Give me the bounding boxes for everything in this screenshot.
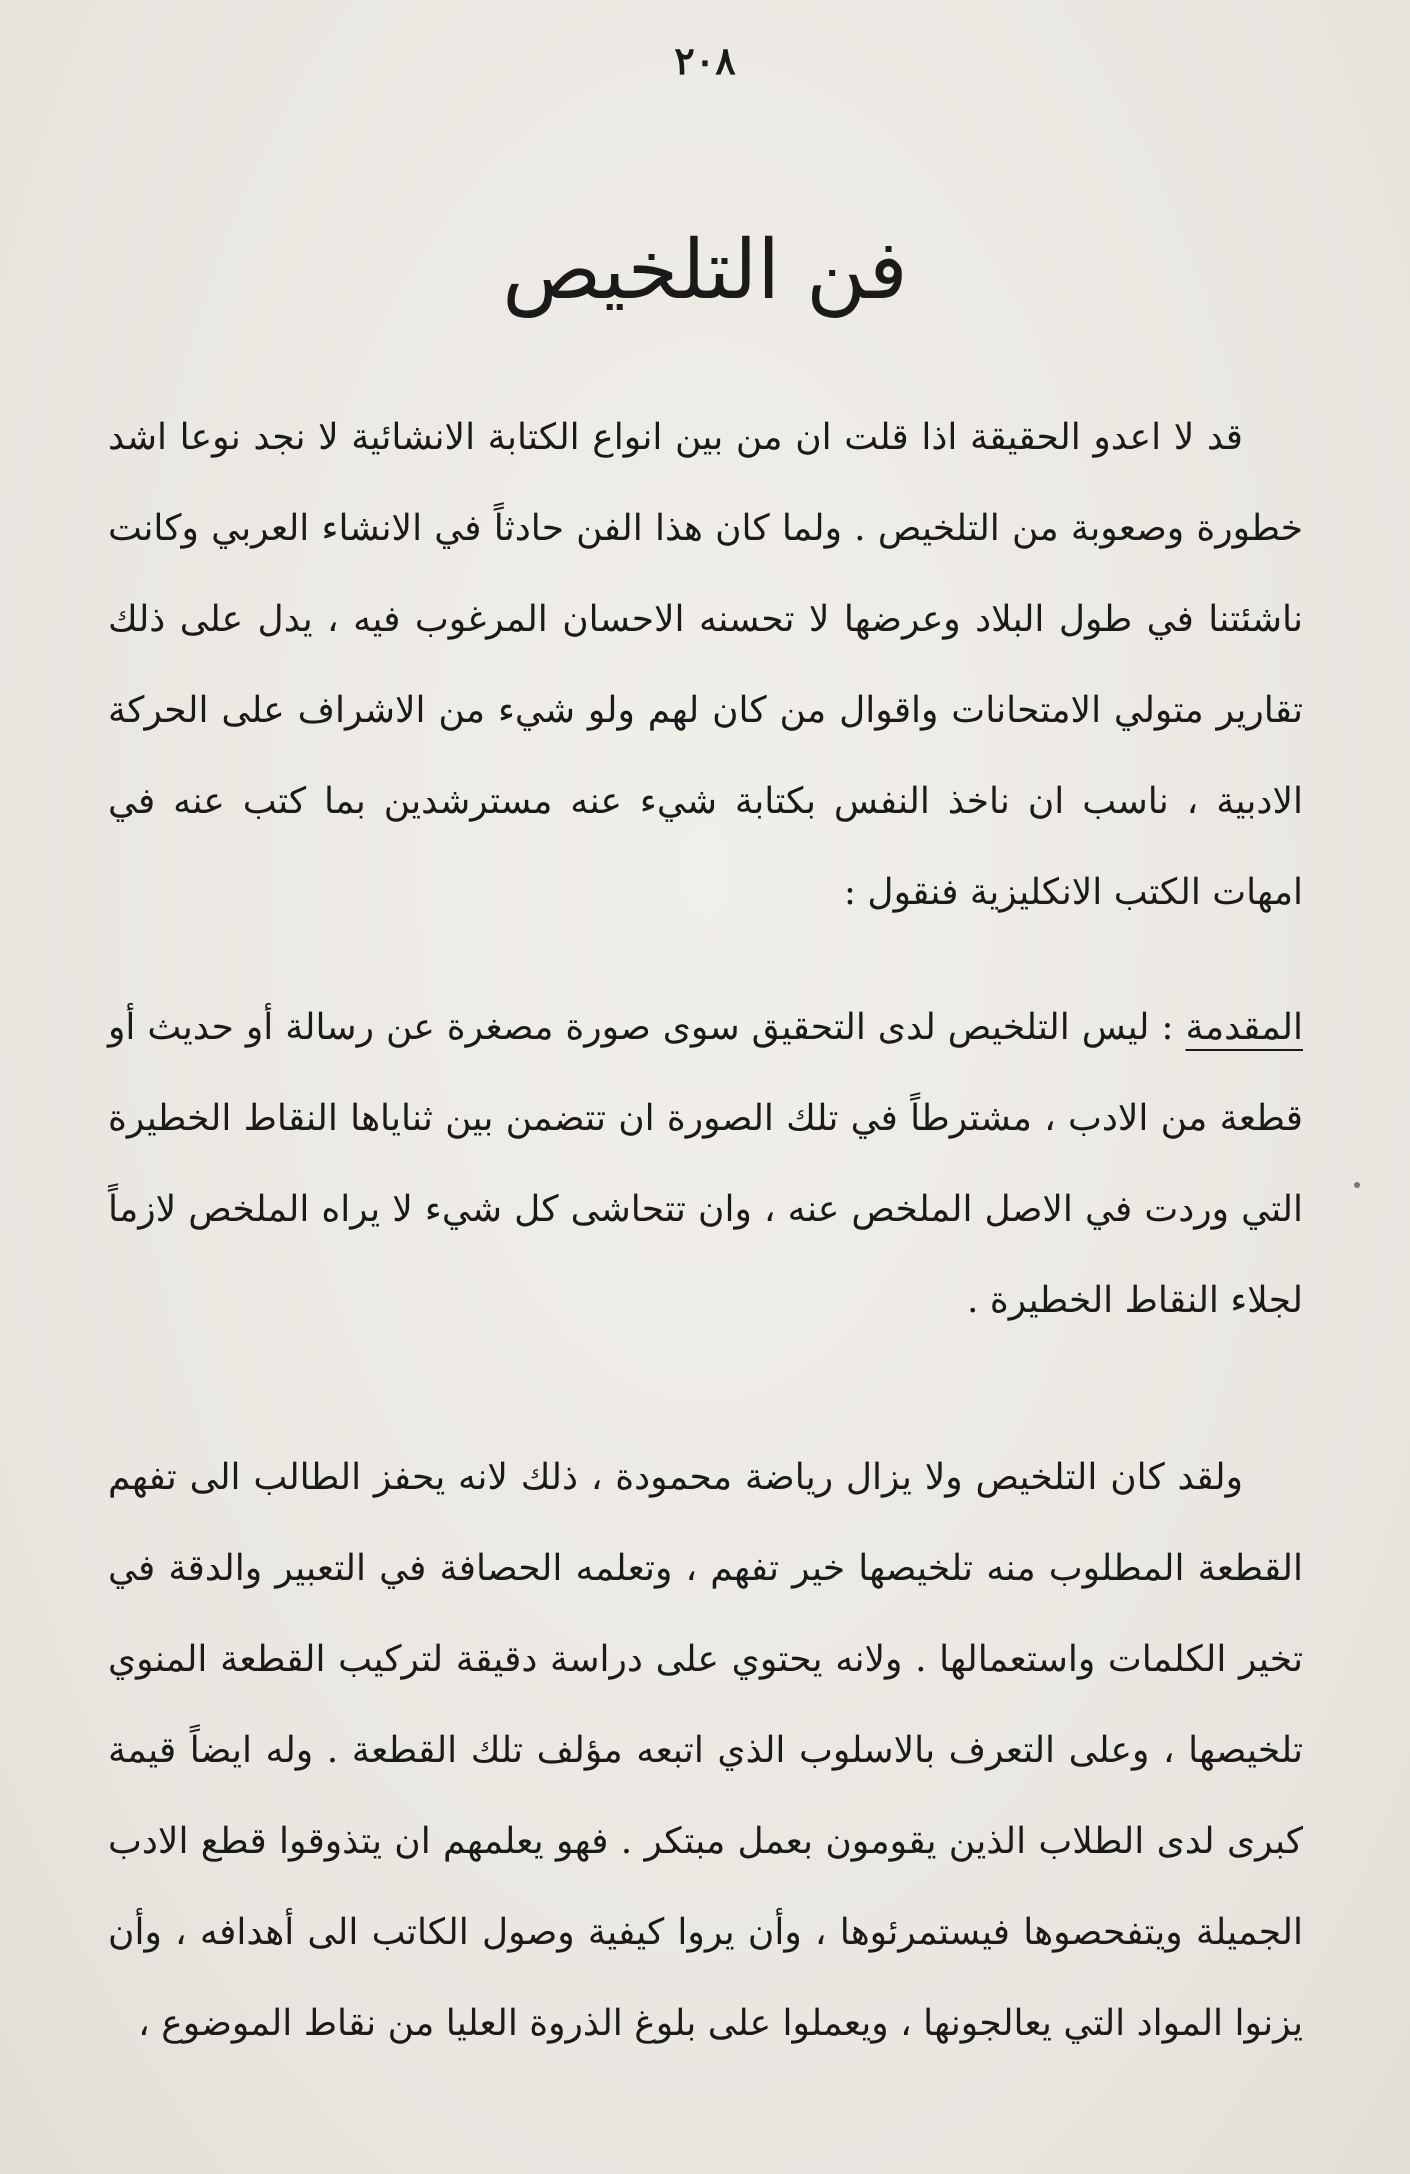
main-paragraph: ولقد كان التلخيص ولا يزال رياضة محمودة ، ذلك لانه يحفز الطالب الى تفهم القطعة المطلوب منه تلخيصها خير تفهم ، وتعلمه الحصافة في التعبير والدقة في تخير الكلمات واستعمالها . ولانه يحتوي على دراسة دقيقة لتركيب القطعة المنوي تلخيصها ، وعلى التعرف بالاسلوب الذي اتبعه مؤلف تلك القطعة . وله ايضاً قيمة كبرى لدى الطلاب الذين يقومون بعمل مبتكر . فهو يعلمهم ان يتذوقوا قطع الادب الجميلة ويتفحصوها فيستمرئوها ، وأن يروا كيفية وصول الكاتب الى أهدافه ، وأن يزنوا المواد التي يعالجونها ، ويعملوا على بلوغ الذروة العليا من نقاط الموضوع ، (108, 1457, 1303, 2044)
main-paragraph-block (108, 1432, 1303, 2069)
intro-paragraph-block (108, 392, 1303, 938)
definition-text: : ليس التلخيص لدى التحقيق سوى صورة مصغرة عن رسالة أو حديث أو قطعة من الادب ، مشترطاً في تلك الصورة ان تتضمن بين ثناياها النقاط الخطيرة التي وردت في الاصل الملخص عنه ، وان تتحاشى كل شيء لا يراه الملخص لازماً لجلاء النقاط الخطيرة . (108, 1007, 1303, 1321)
chapter-title: فن التلخيص (502, 223, 908, 318)
intro-paragraph: قد لا اعدو الحقيقة اذا قلت ان من بين انواع الكتابة الانشائية لا نجد نوعا اشد خطورة وصعوبة من التلخيص . ولما كان هذا الفن حادثاً في الانشاء العربي وكانت ناشئتنا في طول البلاد وعرضها لا تحسنه الاحسان المرغوب فيه ، يدل على ذلك تقارير متولي الامتحانات واقوال من كان لهم ولو شيء من الاشراف على الحركة الادبية ، ناسب ان ناخذ النفس بكتابة شيء عنه مسترشدين بما كتب عنه في امهات الكتب الانكليزية فنقول : (108, 417, 1303, 913)
definition-heading: المقدمة (1185, 1007, 1303, 1048)
page-number: ٢٠٨ (674, 38, 736, 83)
definition-paragraph (108, 982, 1303, 1346)
paper-speck (1354, 1182, 1360, 1188)
definition-paragraph-block (108, 982, 1303, 1346)
